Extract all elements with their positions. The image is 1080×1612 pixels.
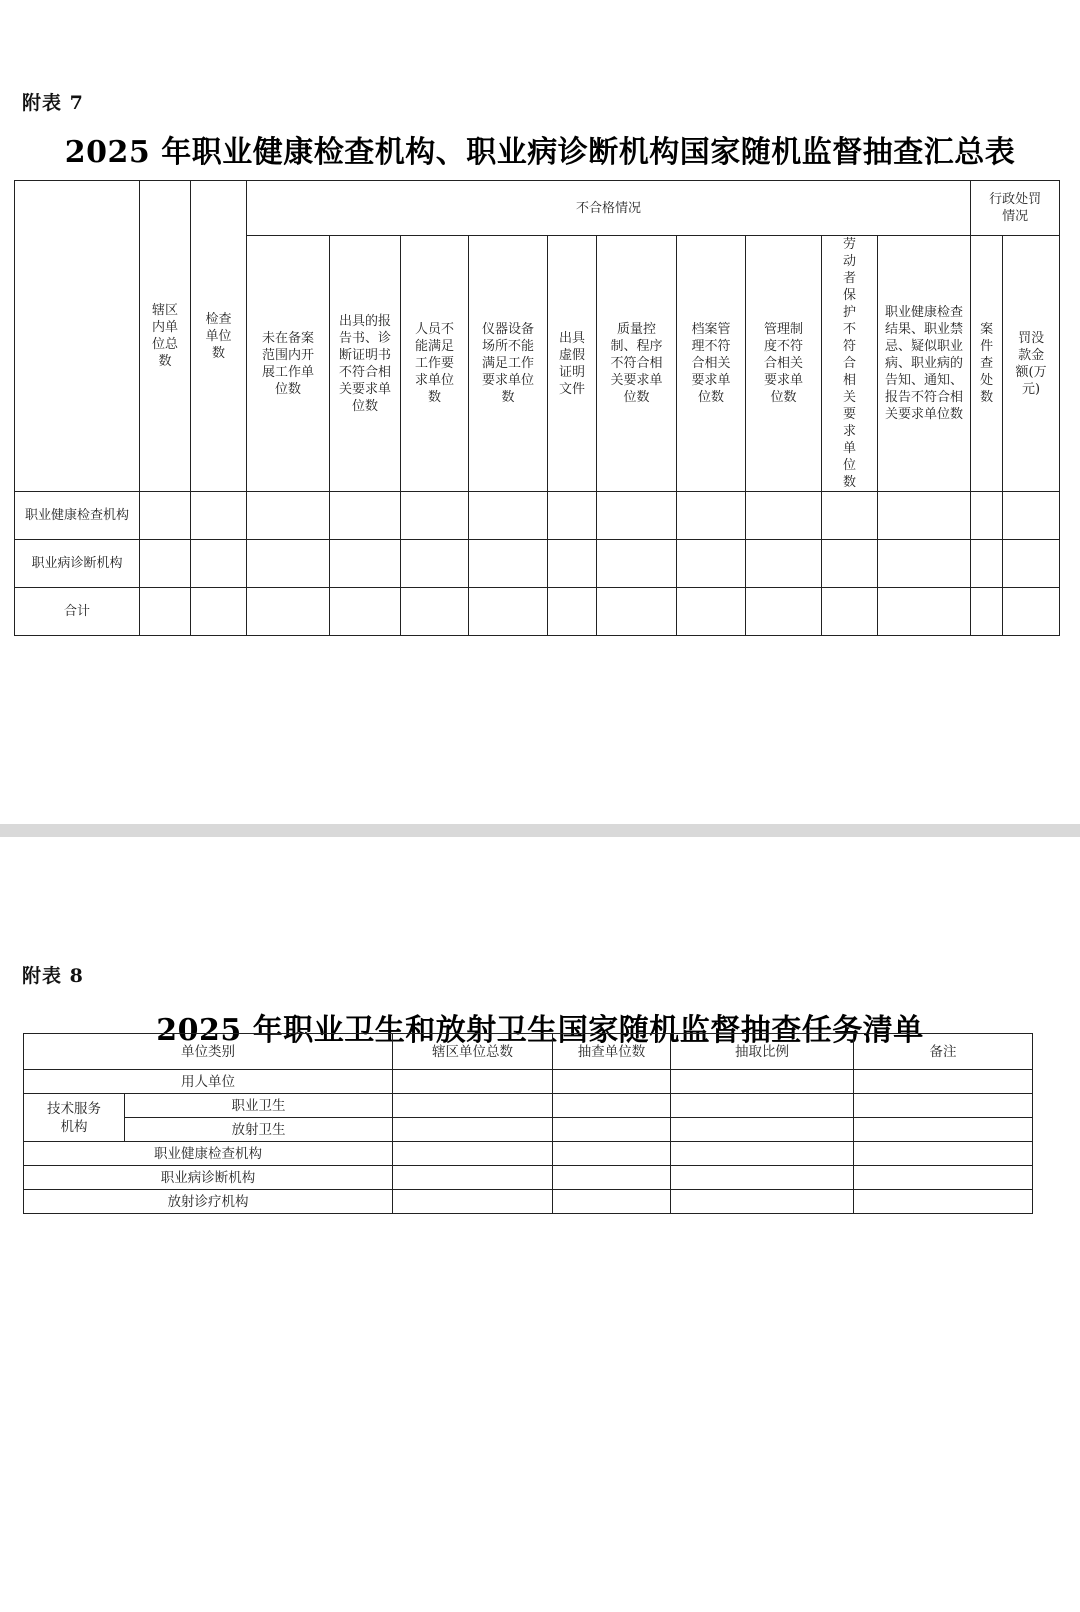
row-tech-service: 技术服务机构 — [24, 1094, 125, 1142]
table-row — [15, 588, 1060, 636]
header-noncompliance-2: 出具的报告书、诊断证明书不符合相关要求单位数 — [330, 236, 401, 492]
header-noncompliance-7: 档案管理不符合相关要求单位数 — [677, 236, 746, 492]
header-noncompliance-1: 未在备案范围内开展工作单位数 — [247, 236, 330, 492]
table-row — [15, 492, 1060, 540]
table-row — [24, 1070, 1033, 1094]
row-radiology: 放射诊疗机构 — [24, 1190, 393, 1214]
header-fines: 罚没款金额(万元) — [1003, 236, 1060, 492]
appendix-8-label: 附表 8 — [22, 965, 84, 987]
header-noncompliance-4: 仪器设备场所不能满足工作要求单位数 — [469, 236, 548, 492]
header-noncompliance-8: 管理制度不符合相关要求单位数 — [746, 236, 822, 492]
row-employer: 用人单位 — [24, 1070, 393, 1094]
row-radiation-health: 放射卫生 — [125, 1118, 393, 1142]
corner-cell — [15, 181, 140, 492]
row-occ-health: 职业卫生 — [125, 1094, 393, 1118]
header-noncompliance-5: 出具虚假证明文件 — [548, 236, 597, 492]
table-row — [24, 1190, 1033, 1214]
appendix-8-title: 2025 年职业卫生和放射卫生国家随机监督抽查任务清单 — [156, 1013, 924, 1048]
table-row — [24, 1142, 1033, 1166]
table-row — [15, 540, 1060, 588]
header-inspected-units: 检查单位数 — [191, 181, 247, 492]
row-health-exam: 职业健康检查机构 — [24, 1142, 393, 1166]
row-label-total: 合计 — [15, 588, 140, 636]
header-sampled-units: 抽查单位数 — [553, 1034, 671, 1070]
header-remarks: 备注 — [854, 1034, 1033, 1070]
summary-table — [14, 180, 1060, 636]
table-row — [24, 1166, 1033, 1190]
header-noncompliance-3: 人员不能满足工作要求单位数 — [401, 236, 469, 492]
row-diagnosis: 职业病诊断机构 — [24, 1166, 393, 1190]
header-noncompliance-6: 质量控制、程序不符合相关要求单位数 — [597, 236, 677, 492]
header-total-units: 辖区内单位总数 — [140, 181, 191, 492]
page-appendix-8 — [0, 837, 1080, 1612]
header-noncompliance-group: 不合格情况 — [247, 181, 971, 236]
row-label-health-exam: 职业健康检查机构 — [15, 492, 140, 540]
appendix-7-title: 2025 年职业健康检查机构、职业病诊断机构国家随机监督抽查汇总表 — [64, 135, 1016, 170]
table-row — [24, 1118, 1033, 1142]
appendix-7-label: 附表 7 — [22, 92, 84, 114]
header-total-units: 辖区单位总数 — [393, 1034, 553, 1070]
page-separator — [0, 824, 1080, 837]
header-sampling-ratio: 抽取比例 — [671, 1034, 854, 1070]
header-unit-category: 单位类别 — [24, 1034, 393, 1070]
header-cases: 案件查处数 — [971, 236, 1003, 492]
task-list-table — [23, 1033, 1033, 1214]
table-row — [24, 1094, 1033, 1118]
header-admin-penalty-group: 行政处罚情况 — [971, 181, 1060, 236]
header-noncompliance-9: 劳动者保护不符合相关要求单位数 — [822, 236, 878, 492]
header-noncompliance-10: 职业健康检查结果、职业禁忌、疑似职业病、职业病的告知、通知、报告不符合相关要求单位数 — [878, 236, 971, 492]
row-label-diagnosis: 职业病诊断机构 — [15, 540, 140, 588]
